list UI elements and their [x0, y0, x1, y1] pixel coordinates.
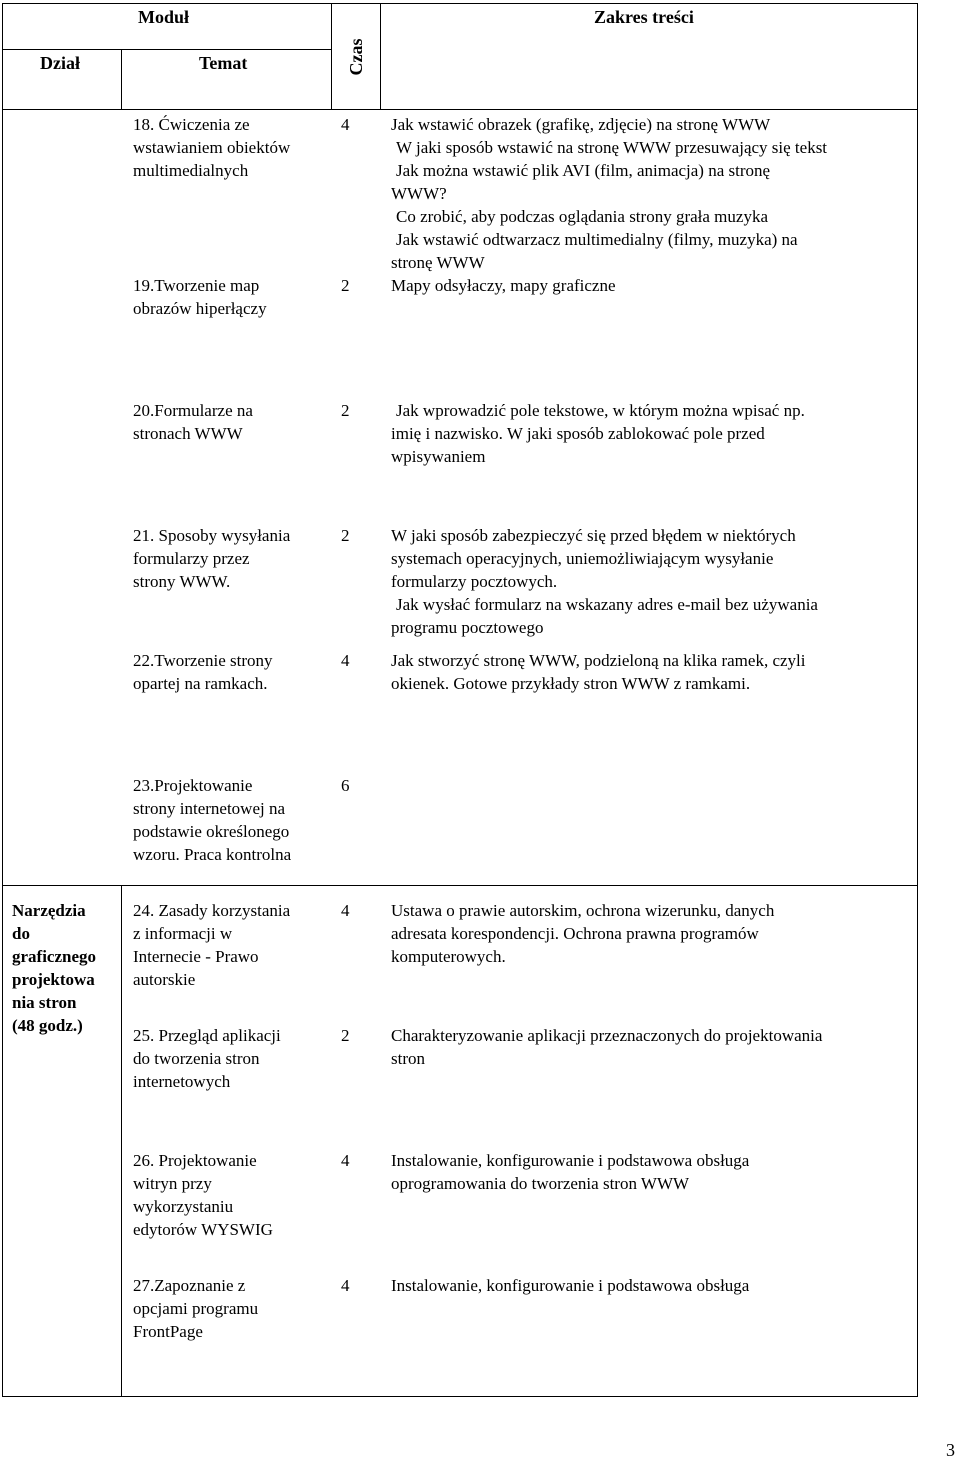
- topic-20: 20.Formularze na stronach WWW: [133, 401, 253, 443]
- time-20: 2: [341, 401, 350, 420]
- content-21-line-4: Jak wysłać formularz na wskazany adres e-mail bez używania: [396, 595, 818, 614]
- content-18-line-5: Co zrobić, aby podczas oglądania strony grała muzyka: [396, 207, 768, 226]
- content-19: Mapy odsyłaczy, mapy graficzne: [391, 276, 616, 295]
- section-divider: [2, 885, 918, 886]
- time-23: 6: [341, 776, 350, 795]
- content-21-line-1: W jaki sposób zabezpieczyć się przed błędem w niektórych: [391, 526, 796, 545]
- col-czas-divider: [380, 3, 381, 110]
- page-number: 3: [946, 1440, 955, 1460]
- content-25-line-1: Charakteryzowanie aplikacji przeznaczonych do projektowania: [391, 1026, 823, 1045]
- header-divider-modul: [2, 49, 331, 50]
- content-26-line-2: oprogramowania do tworzenia stron WWW: [391, 1174, 690, 1193]
- content-24-line-2: adresata korespondencji. Ochrona prawna programów: [391, 924, 759, 943]
- content-22-line-1: Jak stworzyć stronę WWW, podzieloną na klika ramek, czyli: [391, 651, 806, 670]
- border-bottom: [2, 1396, 918, 1397]
- topic-27: 27.Zapoznanie z opcjami programu FrontPage: [133, 1276, 259, 1341]
- header-temat: Temat: [199, 53, 248, 73]
- border-left: [2, 3, 3, 1397]
- border-right: [917, 3, 918, 1397]
- content-24-line-1: Ustawa o prawie autorskim, ochrona wizerunku, danych: [391, 901, 775, 920]
- dzial-narzedzia: Narzędzia do graficznego projektowa nia stron (48 godz.): [12, 901, 97, 1035]
- topic-18: 18. Ćwiczenia ze wstawianiem obiektów multimedialnych: [133, 115, 291, 180]
- border-top: [2, 3, 918, 4]
- content-20-line-3: wpisywaniem: [391, 447, 486, 466]
- topic-22: 22.Tworzenie strony opartej na ramkach.: [133, 651, 273, 693]
- header-modul: Moduł: [138, 7, 190, 27]
- content-18-line-6: Jak wstawić odtwarzacz multimedialny (filmy, muzyka) na: [396, 230, 798, 249]
- header-dzial: Dział: [40, 53, 80, 73]
- content-22-line-2: okienek. Gotowe przykłady stron WWW z ramkami.: [391, 674, 751, 693]
- topic-26: 26. Projektowanie witryn przy wykorzystaniu edytorów WYSWIG: [133, 1151, 273, 1239]
- content-18-line-7: stronę WWW: [391, 253, 485, 272]
- content-21-line-5: programu pocztowego: [391, 618, 544, 637]
- content-20-line-1: Jak wprowadzić pole tekstowe, w którym można wpisać np.: [396, 401, 805, 420]
- time-18: 4: [341, 115, 350, 134]
- content-21-line-2: systemach operacyjnych, uniemożliwiającym wysyłanie: [391, 549, 774, 568]
- time-25: 2: [341, 1026, 350, 1045]
- content-18-line-1: Jak wstawić obrazek (grafikę, zdjęcie) na stronę WWW: [391, 115, 771, 134]
- time-19: 2: [341, 276, 350, 295]
- content-18-line-4: WWW?: [391, 184, 447, 203]
- header-bottom: [2, 109, 918, 110]
- content-18-line-2: W jaki sposób wstawić na stronę WWW przesuwający się tekst: [396, 138, 828, 157]
- header-czas: Czas: [346, 38, 366, 76]
- topic-25: 25. Przegląd aplikacji do tworzenia stron internetowych: [133, 1026, 281, 1091]
- topic-19: 19.Tworzenie map obrazów hiperłączy: [133, 276, 267, 318]
- col-temat-divider: [331, 3, 332, 110]
- content-18-line-3: Jak można wstawić plik AVI (film, animacja) na stronę: [396, 161, 771, 180]
- time-27: 4: [341, 1276, 350, 1295]
- content-24-line-3: komputerowych.: [391, 947, 506, 966]
- time-21: 2: [341, 526, 350, 545]
- content-21-line-3: formularzy pocztowych.: [391, 572, 558, 591]
- time-22: 4: [341, 651, 350, 670]
- content-25-line-2: stron: [391, 1049, 425, 1068]
- col-dzial-divider-body: [121, 885, 122, 1397]
- content-26-line-1: Instalowanie, konfigurowanie i podstawowa obsługa: [391, 1151, 750, 1170]
- topic-21: 21. Sposoby wysyłania formularzy przez strony WWW.: [133, 526, 291, 591]
- content-20-line-2: imię i nazwisko. W jaki sposób zablokować pole przed: [391, 424, 765, 443]
- content-27-line-1: Instalowanie, konfigurowanie i podstawowa obsługa: [391, 1276, 750, 1295]
- topic-23: 23.Projektowanie strony internetowej na podstawie określonego wzoru. Praca kontrolna: [133, 776, 292, 864]
- time-26: 4: [341, 1151, 350, 1170]
- header-zakres-tresci: Zakres treści: [594, 7, 694, 27]
- topic-24: 24. Zasady korzystania z informacji w Internecie - Prawo autorskie: [133, 901, 291, 989]
- col-dzial-divider-head: [121, 49, 122, 110]
- time-24: 4: [341, 901, 350, 920]
